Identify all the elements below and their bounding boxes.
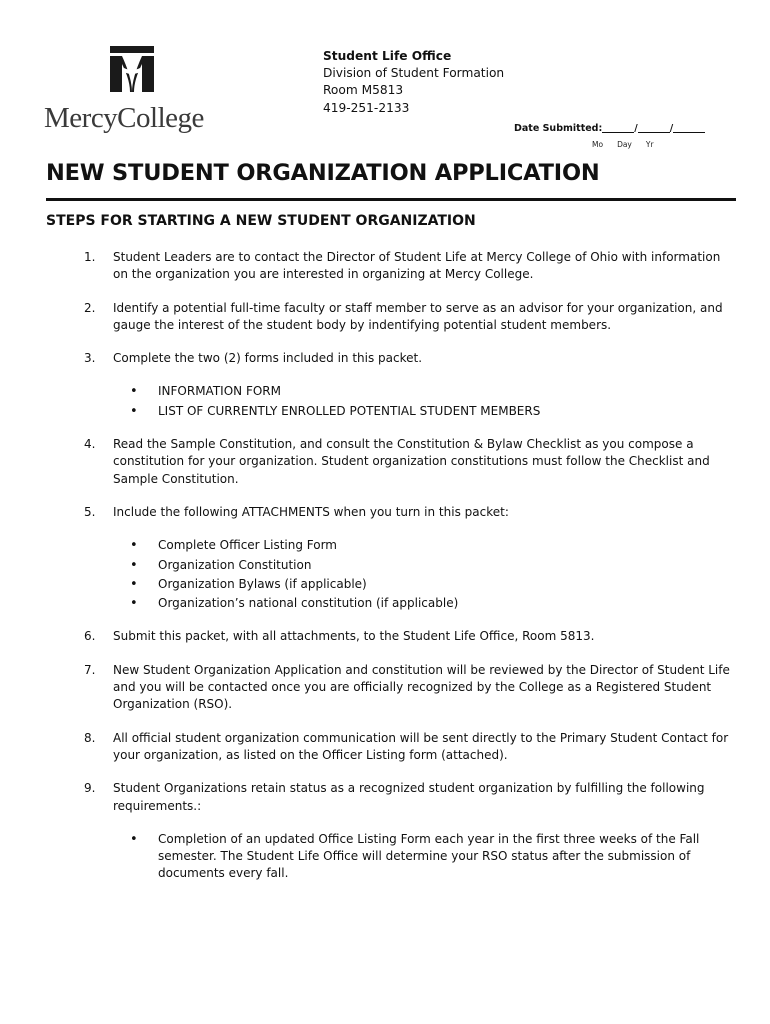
step-bullet-list [113, 831, 734, 883]
date-submitted-field [514, 122, 705, 134]
page-title: NEW STUDENT ORGANIZATION APPLICATION [46, 160, 600, 186]
step-text: Read the Sample Constitution, and consult the Constitution & Bylaw Checklist as you compose a constitution for your organization. Student organization constitutions must follow the Checklist and Sample Constitution. [113, 437, 710, 486]
division-name: Division of Student Formation [323, 66, 505, 81]
date-label-day: Day [617, 140, 632, 149]
mercy-college-logo [44, 42, 224, 137]
bullet-item: • Completion of an updated Office Listing Form each year in the first three weeks of the Fall semester. The Student Life Office will determine your RSO status after the submission of documents every fall. [113, 831, 734, 883]
step-text: Student Organizations retain status as a recognized student organization by fulfilling the following requirements.: [113, 781, 705, 813]
section-heading: STEPS FOR STARTING A NEW STUDENT ORGANIZATION [46, 213, 476, 229]
date-label-month: Mo [592, 140, 604, 149]
step-text: Submit this packet, with all attachments, to the Student Life Office, Room 5813. [113, 629, 595, 644]
bullet-item: • Complete Officer Listing Form [113, 537, 734, 554]
step-item [84, 780, 734, 882]
step-item [84, 504, 734, 612]
step-text: All official student organization communication will be sent directly to the Primary Student Contact for your organization, as listed on the Officer Listing form (attached). [113, 730, 729, 762]
step-item [84, 249, 734, 284]
bullet-item: • Organization’s national constitution (if applicable) [113, 595, 734, 612]
step-number: 7. [84, 662, 96, 677]
date-separator: / [669, 123, 674, 134]
date-label-year: Yr [645, 140, 654, 149]
office-title: Student Life Office [323, 49, 452, 63]
bullet-item: • Organization Constitution [113, 557, 734, 574]
step-number: 5. [84, 504, 96, 519]
step-bullet-list [113, 383, 734, 420]
phone-number: 419-251-2133 [323, 100, 410, 115]
step-number: 1. [84, 250, 96, 264]
step-item [84, 730, 734, 765]
step-text: Complete the two (2) forms included in this packet. [113, 351, 423, 366]
bullet-item: • INFORMATION FORM [113, 383, 734, 400]
title-divider [46, 198, 736, 201]
steps-list [84, 249, 734, 899]
step-number: 8. [84, 730, 96, 745]
office-contact-block [323, 48, 504, 117]
date-month-blank[interactable] [602, 122, 634, 133]
step-item [84, 662, 734, 714]
room-number: Room M5813 [323, 83, 404, 98]
date-day-blank[interactable] [638, 122, 670, 133]
step-number: 3. [84, 351, 96, 366]
bullet-item: • Organization Bylaws (if applicable) [113, 576, 734, 593]
step-number: 4. [84, 437, 96, 452]
step-item [84, 436, 734, 488]
mercy-m-emblem-icon [44, 42, 224, 102]
logo-wordmark: MercyCollege [44, 102, 204, 134]
step-item [84, 300, 734, 335]
step-number: 6. [84, 629, 96, 644]
step-number: 2. [84, 300, 96, 315]
date-field-labels [592, 140, 668, 149]
bullet-item: • LIST OF CURRENTLY ENROLLED POTENTIAL STUDENT MEMBERS [113, 403, 734, 420]
step-text: Student Leaders are to contact the Director of Student Life at Mercy College of Ohio with information on the organization you are interested in organizing at Mercy College. [113, 250, 721, 282]
date-year-blank[interactable] [673, 122, 705, 133]
step-text: Identify a potential full-time faculty or staff member to serve as an advisor for your organization, and gauge the interest of the student body by indentifying potential student members. [113, 300, 723, 332]
date-separator: / [634, 123, 638, 134]
step-item [84, 628, 734, 645]
step-item [84, 350, 734, 420]
step-text: Include the following ATTACHMENTS when you turn in this packet: [113, 504, 509, 519]
step-number: 9. [84, 781, 96, 796]
date-submitted-label: Date Submitted: [514, 123, 603, 134]
step-bullet-list [113, 537, 734, 612]
step-text: New Student Organization Application and constitution will be reviewed by the Director of Student Life and you will be contacted once you are officially recognized by the College as a Registered Student Organization (RSO). [113, 662, 730, 712]
